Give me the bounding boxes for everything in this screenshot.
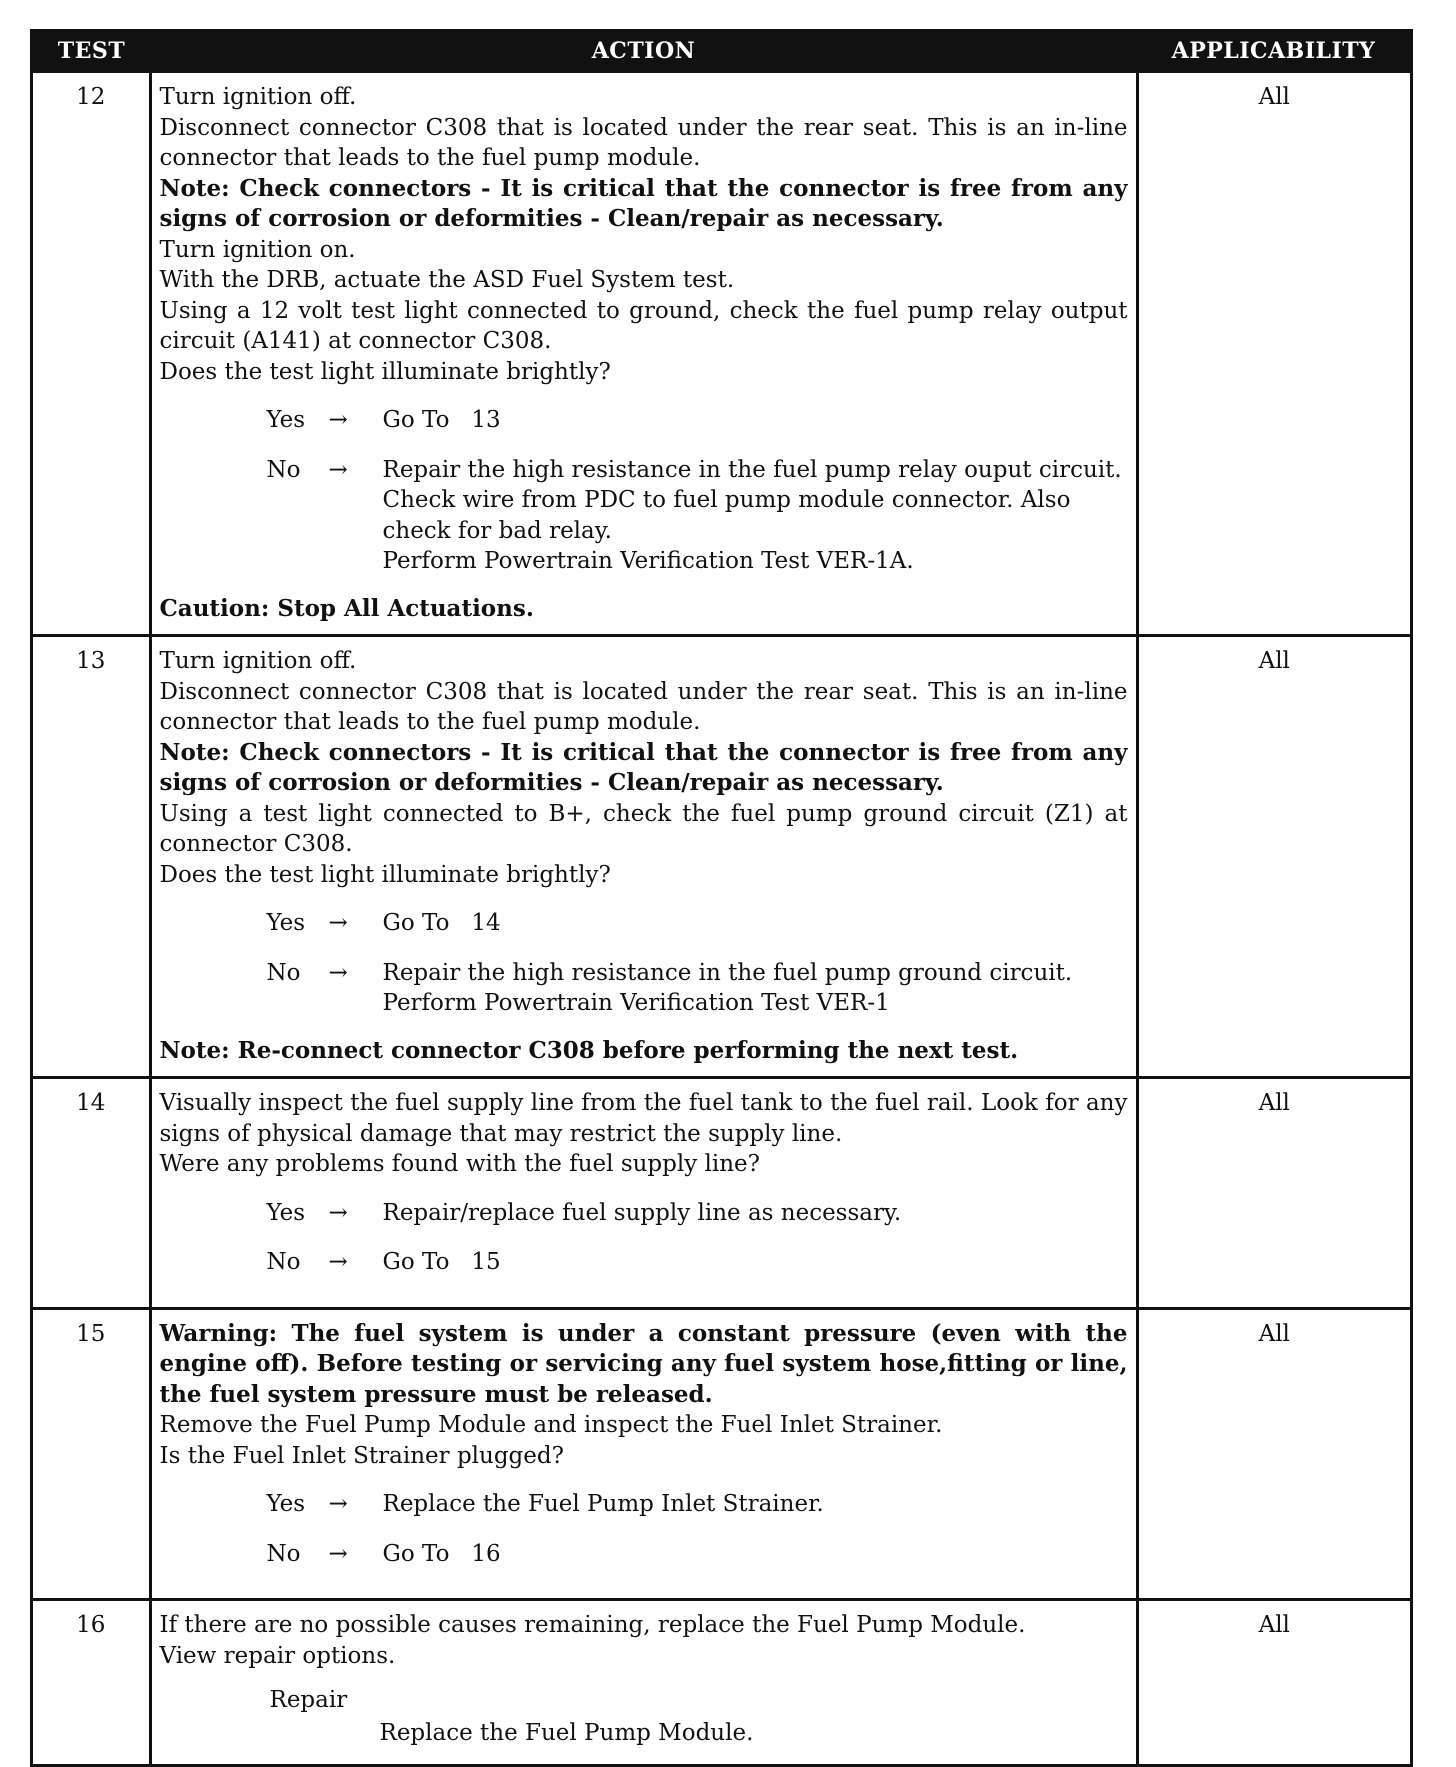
arrow-icon: → [328, 1249, 348, 1275]
option-result-line: Repair the high resistance in the fuel pump relay ouput circuit. Check wire from PDC to fuel pump module connector. Also check for bad relay. [382, 456, 1129, 544]
table-row [32, 1308, 1412, 1600]
result-option [160, 958, 1128, 1019]
option-label: Yes [266, 1199, 306, 1226]
result-options [160, 1198, 1128, 1278]
closing-note: Caution: Stop All Actuations. [159, 594, 534, 622]
option-result-line: Replace the Fuel Pump Inlet Strainer. [382, 1491, 824, 1517]
option-result [383, 958, 1128, 1019]
option-result [383, 1539, 1128, 1570]
action-step: View repair options. [159, 1642, 396, 1669]
option-result-line: Go To 15 [382, 1249, 501, 1275]
table-row [32, 1600, 1412, 1766]
test-number: 14 [32, 1078, 151, 1309]
result-option [160, 1198, 1128, 1229]
option-result [383, 405, 1128, 436]
diagnostic-table [30, 29, 1413, 1767]
arrow-icon: → [328, 959, 348, 986]
closing-note: Note: Re-connect connector C308 before performing the next test. [159, 1036, 1019, 1064]
result-option [160, 908, 1128, 939]
option-result-line: Perform Powertrain Verification Test VER-1 [382, 990, 890, 1016]
option-result-line: Go To 16 [382, 1540, 501, 1567]
action-step: Is the Fuel Inlet Strainer plugged? [159, 1442, 564, 1469]
action-note: Note: Check connectors - It is critical that the connector is free from any signs of corrosion or deformities - Clean/repair as necessary. [159, 174, 1128, 232]
action-cell [150, 72, 1137, 636]
option-label: Yes [266, 910, 306, 936]
result-options [160, 908, 1128, 1019]
table-row [32, 1078, 1412, 1309]
test-number: 12 [32, 72, 151, 636]
applicability-cell: All [1137, 1078, 1412, 1309]
header-row [32, 31, 1412, 72]
action-step: Using a test light connected to B+, check the fuel pump ground circuit (Z1) at connector C308. [159, 800, 1128, 857]
table-row [32, 72, 1412, 636]
result-option [160, 405, 1128, 436]
result-option [160, 455, 1128, 577]
option-label: Yes [266, 1491, 306, 1517]
applicability-cell: All [1137, 1600, 1412, 1766]
header-applicability: APPLICABILITY [1137, 31, 1412, 72]
action-note: Note: Check connectors - It is critical that the connector is free from any signs of corrosion or deformities - Clean/repair as necessary. [159, 738, 1128, 796]
table-row [32, 636, 1412, 1078]
action-step: Turn ignition on. [159, 236, 356, 263]
test-number: 15 [32, 1308, 151, 1600]
option-result [383, 908, 1128, 939]
arrow-icon: → [328, 1540, 348, 1567]
arrow-icon: → [328, 456, 348, 483]
action-cell [150, 1308, 1137, 1600]
arrow-icon: → [328, 1199, 348, 1226]
option-label: No [266, 1540, 301, 1567]
arrow-icon: → [328, 407, 348, 433]
result-options [160, 1489, 1128, 1569]
option-result [383, 1198, 1128, 1229]
result-option [160, 1539, 1128, 1570]
result-option [160, 1489, 1128, 1520]
arrow-icon: → [328, 1491, 348, 1517]
action-note: Warning: The fuel system is under a constant pressure (even with the engine off). Before testing or servicing any fuel system hose,fitting or line, the fuel system pressure must be released. [159, 1319, 1128, 1408]
action-step: Were any problems found with the fuel supply line? [159, 1151, 761, 1177]
option-result [383, 1247, 1128, 1278]
repair-label: Repair [269, 1687, 348, 1713]
action-cell [150, 1078, 1137, 1309]
table-body [32, 72, 1412, 1766]
option-result-line: Go To 14 [382, 910, 501, 936]
applicability-cell: All [1137, 1308, 1412, 1600]
action-step: Using a 12 volt test light connected to ground, check the fuel pump relay output circuit (A141) at connector C308. [159, 297, 1128, 354]
action-step: If there are no possible causes remaining, replace the Fuel Pump Module. [159, 1612, 1026, 1638]
action-cell [150, 1600, 1137, 1766]
option-result-line: Repair/replace fuel supply line as necessary. [382, 1199, 902, 1226]
action-step: Disconnect connector C308 that is located under the rear seat. This is an in-line connector that leads to the fuel pump module. [159, 678, 1128, 735]
action-step: Does the test light illuminate brightly? [159, 358, 611, 385]
action-step: Does the test light illuminate brightly? [159, 861, 611, 888]
header-action: ACTION [150, 31, 1137, 72]
action-step: With the DRB, actuate the ASD Fuel System test. [159, 267, 735, 293]
result-options [160, 405, 1128, 577]
applicability-cell: All [1137, 636, 1412, 1078]
action-cell [150, 636, 1137, 1078]
action-step: Disconnect connector C308 that is located under the rear seat. This is an in-line connector that leads to the fuel pump module. [159, 114, 1128, 171]
option-label: Yes [266, 407, 306, 433]
header-test: TEST [32, 31, 151, 72]
option-result-line: Repair the high resistance in the fuel pump ground circuit. [382, 959, 1073, 986]
action-step: Visually inspect the fuel supply line from the fuel tank to the fuel rail. Look for any signs of physical damage that may restrict the supply line. [159, 1090, 1128, 1147]
applicability-cell: All [1137, 72, 1412, 636]
result-option [160, 1247, 1128, 1278]
option-result [383, 455, 1128, 577]
arrow-icon: → [328, 910, 348, 936]
action-step: Remove the Fuel Pump Module and inspect the Fuel Inlet Strainer. [159, 1412, 943, 1438]
option-label: No [266, 1249, 301, 1275]
test-number: 16 [32, 1600, 151, 1766]
option-result [383, 1489, 1128, 1520]
option-label: No [266, 456, 301, 483]
test-number: 13 [32, 636, 151, 1078]
option-result-line: Go To 13 [382, 407, 501, 433]
action-step: Turn ignition off. [159, 648, 357, 674]
option-label: No [266, 959, 301, 986]
option-result-line: Perform Powertrain Verification Test VER-1A. [382, 548, 914, 574]
repair-text: Replace the Fuel Pump Module. [379, 1719, 754, 1746]
action-step: Turn ignition off. [159, 84, 357, 110]
